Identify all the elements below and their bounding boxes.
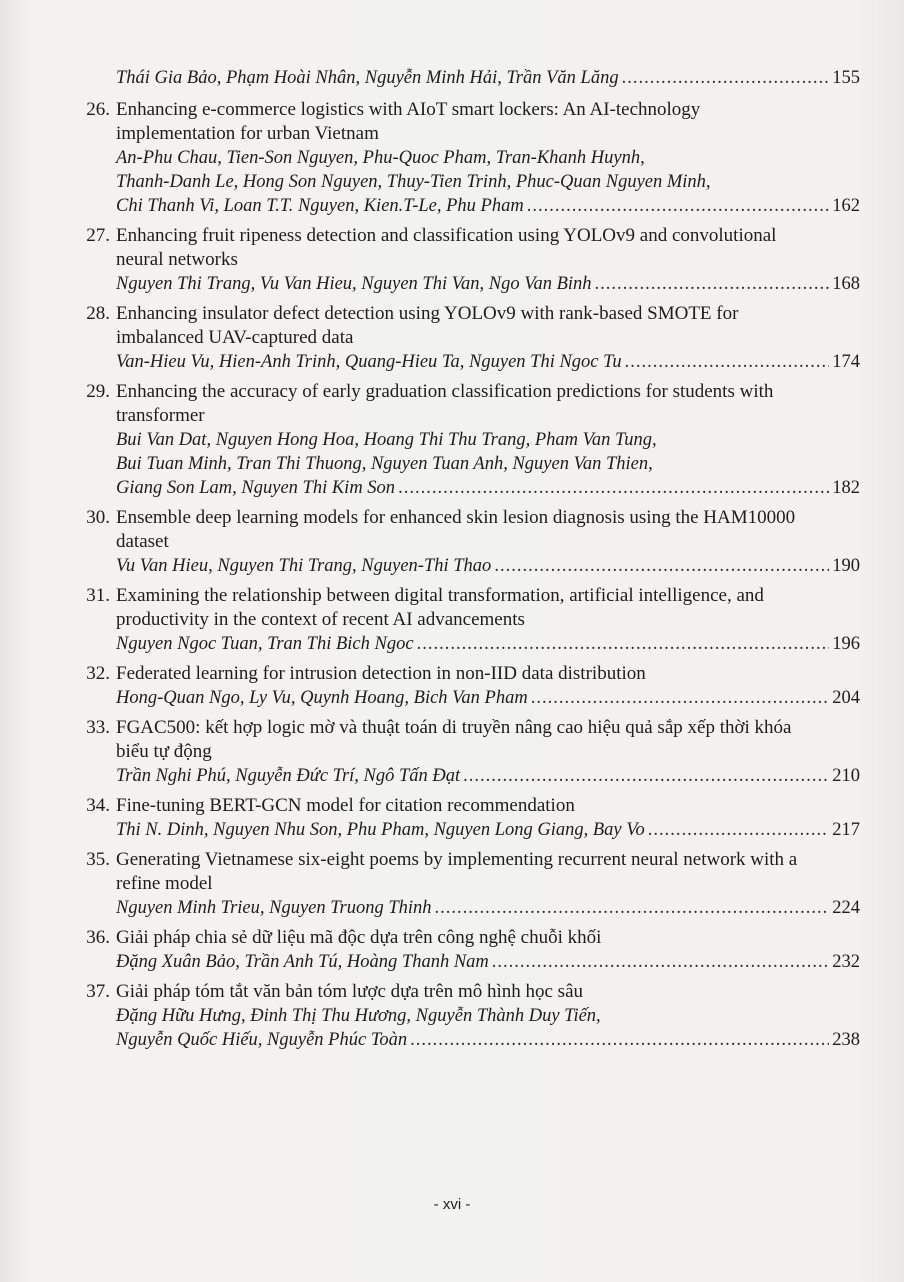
- entry-title-row: [70, 662, 860, 686]
- author-line: Bui Van Dat, Nguyen Hong Hoa, Hoang Thi Thu Trang, Pham Van Tung,: [116, 430, 657, 450]
- page-number: 174: [832, 352, 860, 372]
- entry-number: 30.: [86, 507, 110, 528]
- entry-title: Federated learning for intrusion detection in non-IID data distribution: [116, 663, 646, 684]
- author-line-with-page: [116, 66, 860, 90]
- author-line-with-page: [116, 554, 860, 578]
- entry-authors: [116, 1004, 860, 1052]
- entry-authors: [116, 764, 860, 788]
- author-line-with-page: [116, 632, 860, 656]
- page-number: 238: [832, 1030, 860, 1050]
- toc-entry: [70, 716, 860, 788]
- dot-leader: [622, 66, 829, 90]
- toc-entry: [70, 980, 860, 1052]
- entry-title: Examining the relationship between digital transformation, artificial intelligence, and productivity in the context of recent AI advancements: [116, 585, 764, 630]
- entry-number: 34.: [86, 795, 110, 816]
- entry-number: 37.: [86, 981, 110, 1002]
- entry-title-row: [70, 98, 860, 146]
- entry-title: Fine-tuning BERT-GCN model for citation recommendation: [116, 795, 575, 816]
- toc-entries: [70, 98, 860, 1052]
- entry-title: Enhancing e-commerce logistics with AIoT smart lockers: An AI-technology implementation for urban Vietnam: [116, 99, 701, 144]
- author-line: Thanh-Danh Le, Hong Son Nguyen, Thuy-Tien Trinh, Phuc-Quan Nguyen Minh,: [116, 172, 711, 192]
- page-number: 190: [832, 556, 860, 576]
- entry-title: FGAC500: kết hợp logic mờ và thuật toán di truyền nâng cao hiệu quả sắp xếp thời khóa biểu tự động: [116, 717, 792, 762]
- page-number: 217: [832, 820, 860, 840]
- entry-title: Ensemble deep learning models for enhanced skin lesion diagnosis using the HAM10000 dataset: [116, 507, 796, 552]
- toc-entry: [70, 380, 860, 500]
- entry-title-row: [70, 980, 860, 1004]
- dot-leader: [648, 818, 829, 842]
- author-line-with-page: [116, 818, 860, 842]
- entry-authors: [116, 350, 860, 374]
- entry-number: 29.: [86, 381, 110, 402]
- entry-title-row: [70, 926, 860, 950]
- entry-title: Enhancing fruit ripeness detection and classification using YOLOv9 and convolutional neural networks: [116, 225, 777, 270]
- page-number: 162: [832, 196, 860, 216]
- table-of-contents: [70, 66, 860, 1058]
- entry-title: Enhancing the accuracy of early graduation classification predictions for students with transformer: [116, 381, 774, 426]
- author-line-with-page: [116, 1028, 860, 1052]
- author-line-with-page: [116, 194, 860, 218]
- author-names: Thi N. Dinh, Nguyen Nhu Son, Phu Pham, Nguyen Long Giang, Bay Vo: [116, 820, 645, 840]
- entry-number: 32.: [86, 663, 110, 684]
- entry-authors: [116, 896, 860, 920]
- entry-number: 27.: [86, 225, 110, 246]
- page-number: 182: [832, 478, 860, 498]
- entry-number: 33.: [86, 717, 110, 738]
- author-names: Giang Son Lam, Nguyen Thi Kim Son: [116, 478, 396, 498]
- toc-entry: [70, 926, 860, 974]
- author-names: Chi Thanh Vi, Loan T.T. Nguyen, Kien.T-Le, Phu Pham: [116, 196, 524, 216]
- entry-title-row: [70, 224, 860, 272]
- page-number: 224: [832, 898, 860, 918]
- entry-title: Generating Vietnamese six-eight poems by implementing recurrent neural network with a refine model: [116, 849, 798, 894]
- dot-leader: [398, 476, 829, 500]
- toc-entry: [70, 98, 860, 218]
- toc-entry: [70, 302, 860, 374]
- dot-leader: [595, 272, 829, 296]
- toc-entry: [70, 506, 860, 578]
- entry-title-row: [70, 380, 860, 428]
- dot-leader: [410, 1028, 829, 1052]
- entry-title-row: [70, 848, 860, 896]
- author-line-with-page: [116, 350, 860, 374]
- author-line: An-Phu Chau, Tien-Son Nguyen, Phu-Quoc Pham, Tran-Khanh Huynh,: [116, 148, 645, 168]
- page-number: 155: [832, 68, 860, 88]
- entry-authors: [116, 818, 860, 842]
- dot-leader: [435, 896, 829, 920]
- dot-leader: [463, 764, 829, 788]
- toc-entry: [70, 224, 860, 296]
- entry-authors: [116, 272, 860, 296]
- dot-leader: [492, 950, 829, 974]
- entry-authors: [116, 428, 860, 500]
- author-names: Hong-Quan Ngo, Ly Vu, Quynh Hoang, Bich Van Pham: [116, 688, 528, 708]
- author-line-with-page: [116, 896, 860, 920]
- entry-authors: [116, 554, 860, 578]
- entry-number: 28.: [86, 303, 110, 324]
- author-names: Nguyen Thi Trang, Vu Van Hieu, Nguyen Thi Van, Ngo Van Binh: [116, 274, 592, 294]
- page-number: 196: [832, 634, 860, 654]
- author-line-with-page: [116, 950, 860, 974]
- author-names: Van-Hieu Vu, Hien-Anh Trinh, Quang-Hieu Ta, Nguyen Thi Ngoc Tu: [116, 352, 622, 372]
- page-footer: - xvi -: [433, 1196, 471, 1213]
- entry-number: 26.: [86, 99, 110, 120]
- toc-entry-continued: [70, 66, 860, 90]
- entry-title-row: [70, 506, 860, 554]
- entry-authors: [116, 632, 860, 656]
- entry-authors: [116, 950, 860, 974]
- author-line-with-page: [116, 476, 860, 500]
- entry-number: 31.: [86, 585, 110, 606]
- entry-title-row: [70, 302, 860, 350]
- author-names: Nguyen Ngoc Tuan, Tran Thi Bich Ngoc: [116, 634, 414, 654]
- author-line: Bui Tuan Minh, Tran Thi Thuong, Nguyen Tuan Anh, Nguyen Van Thien,: [116, 454, 653, 474]
- entry-title-row: [70, 716, 860, 764]
- entry-title-row: [70, 584, 860, 632]
- entry-number: 35.: [86, 849, 110, 870]
- page-number: 232: [832, 952, 860, 972]
- entry-authors: [116, 146, 860, 218]
- dot-leader: [527, 194, 829, 218]
- dot-leader: [531, 686, 829, 710]
- toc-entry: [70, 794, 860, 842]
- author-names: Nguyễn Quốc Hiếu, Nguyễn Phúc Toàn: [116, 1030, 408, 1050]
- toc-entry: [70, 662, 860, 710]
- author-names: Nguyen Minh Trieu, Nguyen Truong Thinh: [116, 898, 432, 918]
- entry-title: Giải pháp tóm tắt văn bản tóm lược dựa trên mô hình học sâu: [116, 981, 584, 1002]
- dot-leader: [494, 554, 829, 578]
- entry-authors: [116, 686, 860, 710]
- author-names: Trần Nghi Phú, Nguyễn Đức Trí, Ngô Tấn Đạt: [116, 766, 461, 786]
- author-names: Thái Gia Bảo, Phạm Hoài Nhân, Nguyễn Minh Hải, Trần Văn Lăng: [116, 68, 619, 88]
- page-number: 204: [832, 688, 860, 708]
- author-line-with-page: [116, 764, 860, 788]
- entry-title: Enhancing insulator defect detection using YOLOv9 with rank-based SMOTE for imbalanced UAV-captured data: [116, 303, 739, 348]
- entry-authors: [116, 66, 860, 90]
- entry-title: Giải pháp chia sẻ dữ liệu mã độc dựa trên công nghệ chuỗi khối: [116, 927, 602, 948]
- page-number: 210: [832, 766, 860, 786]
- dot-leader: [625, 350, 829, 374]
- author-line: Đặng Hữu Hưng, Đinh Thị Thu Hương, Nguyễn Thành Duy Tiến,: [116, 1006, 601, 1026]
- entry-number: 36.: [86, 927, 110, 948]
- author-names: Vu Van Hieu, Nguyen Thi Trang, Nguyen-Thi Thao: [116, 556, 492, 576]
- toc-entry: [70, 584, 860, 656]
- author-names: Đặng Xuân Bảo, Trần Anh Tú, Hoàng Thanh Nam: [116, 952, 489, 972]
- entry-title-row: [70, 794, 860, 818]
- author-line-with-page: [116, 686, 860, 710]
- dot-leader: [417, 632, 829, 656]
- toc-entry: [70, 848, 860, 920]
- page-number: 168: [832, 274, 860, 294]
- author-line-with-page: [116, 272, 860, 296]
